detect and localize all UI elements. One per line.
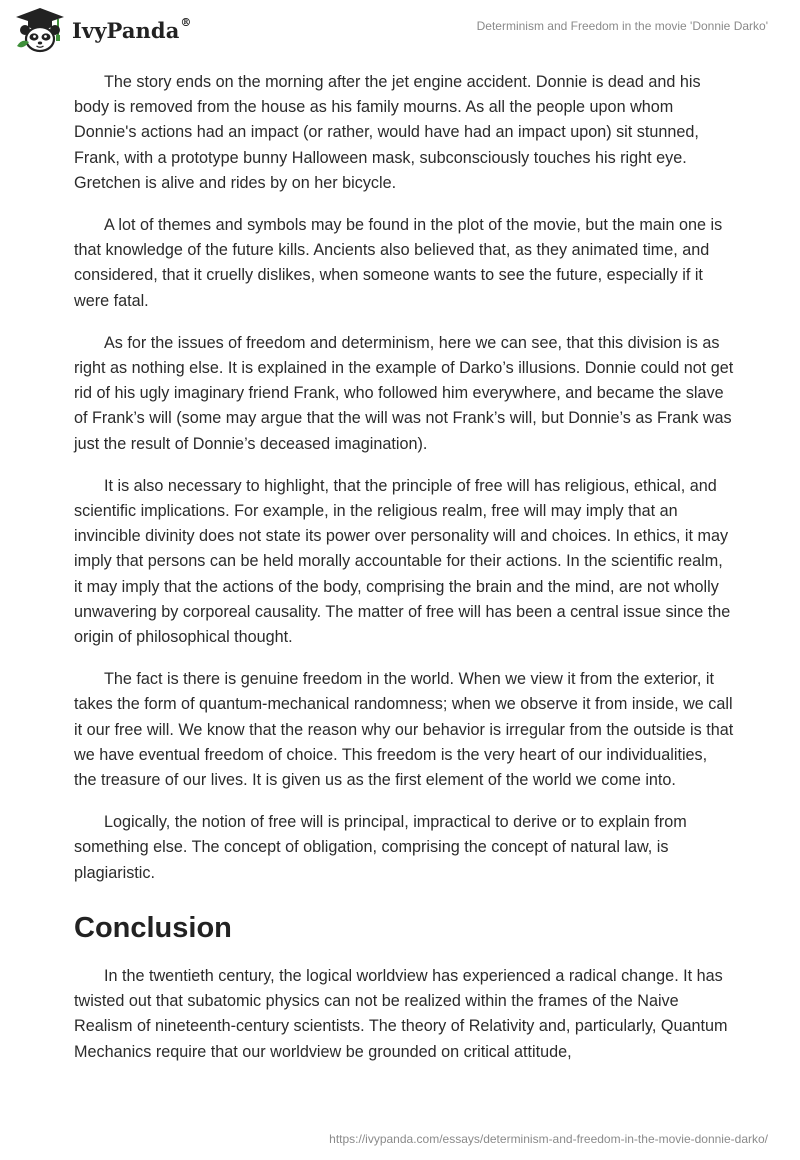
paragraph: The story ends on the morning after the jet engine accident. Donnie is dead and his body is removed from the house as his family mourns. As all the people upon whom Donnie's actions had an impact (or rather, would have had an impact upon) sit stunned, Frank, with a prototype bunny Halloween mask, subconsciously touches his right eye. Gretchen is alive and rides by on her bicycle. [74,73,701,192]
paragraph: It is also necessary to highlight, that the principle of free will has religious, ethical, and scientific implications. For example, in the religious realm, free will may imply that an invincible divinity does not state its power over personality will and choices. In ethics, it may imply that persons can be held morally accountable for their actions. In the scientific realm, it may imply that the actions of the body, comprising the brain and the mind, are not wholly unwavering by corporeal causality. The matter of free will has been a central issue since the origin of philosophical thought. [74,476,731,647]
essay-body [74,70,734,1082]
source-url[interactable]: https://ivypanda.com/essays/determinism-and-freedom-in-the-movie-donnie-darko/ [329,1132,768,1146]
brand-name: IvyPanda® [72,15,192,43]
paragraph: The fact is there is genuine freedom in the world. When we view it from the exterior, it takes the form of quantum-mechanical randomness; when we observe it from inside, we call it our free will. We know that the reason why our behavior is irregular from the outside is that we have eventual freedom of choice. This freedom is the very heart of our individualities, the treasure of our lives. It is given us as the first element of the world we come into. [74,670,734,790]
conclusion-heading: Conclusion [74,911,232,944]
paragraph: A lot of themes and symbols may be found in the plot of the movie, but the main one is that knowledge of the future kills. Ancients also believed that, as they animated time, and considered, that it cruelly dislikes, when someone wants to see the future, especially if it were fatal. [74,216,723,310]
brand-logo[interactable] [14,6,192,54]
paragraph: Logically, the notion of free will is principal, impractical to derive or to explain from something else. The concept of obligation, comprising the concept of natural law, is plagiaristic. [74,813,687,882]
registered-mark: ® [180,15,192,29]
panda-graduate-icon [14,6,66,54]
paragraph: As for the issues of freedom and determinism, here we can see, that this division is as right as nothing else. It is explained in the example of Darko’s illusions. Donnie could not get rid of his ugly imaginary friend Frank, who followed him everywhere, and became the slave of Frank’s will (some may argue that the will was not Frank’s will, but Donnie’s as Frank was just the result of Donnie’s deceased imagination). [74,333,734,453]
page-header [0,0,800,60]
paragraph: In the twentieth century, the logical worldview has experienced a radical change. It has twisted out that subatomic physics can not be realized within the frames of the Naive Realism of nineteenth-century scientists. The theory of Relativity and, particularly, Quantum Mechanics require that our worldview be grounded on critical attitude, [74,966,728,1061]
document-title: Determinism and Freedom in the movie 'Donnie Darko' [476,19,768,33]
